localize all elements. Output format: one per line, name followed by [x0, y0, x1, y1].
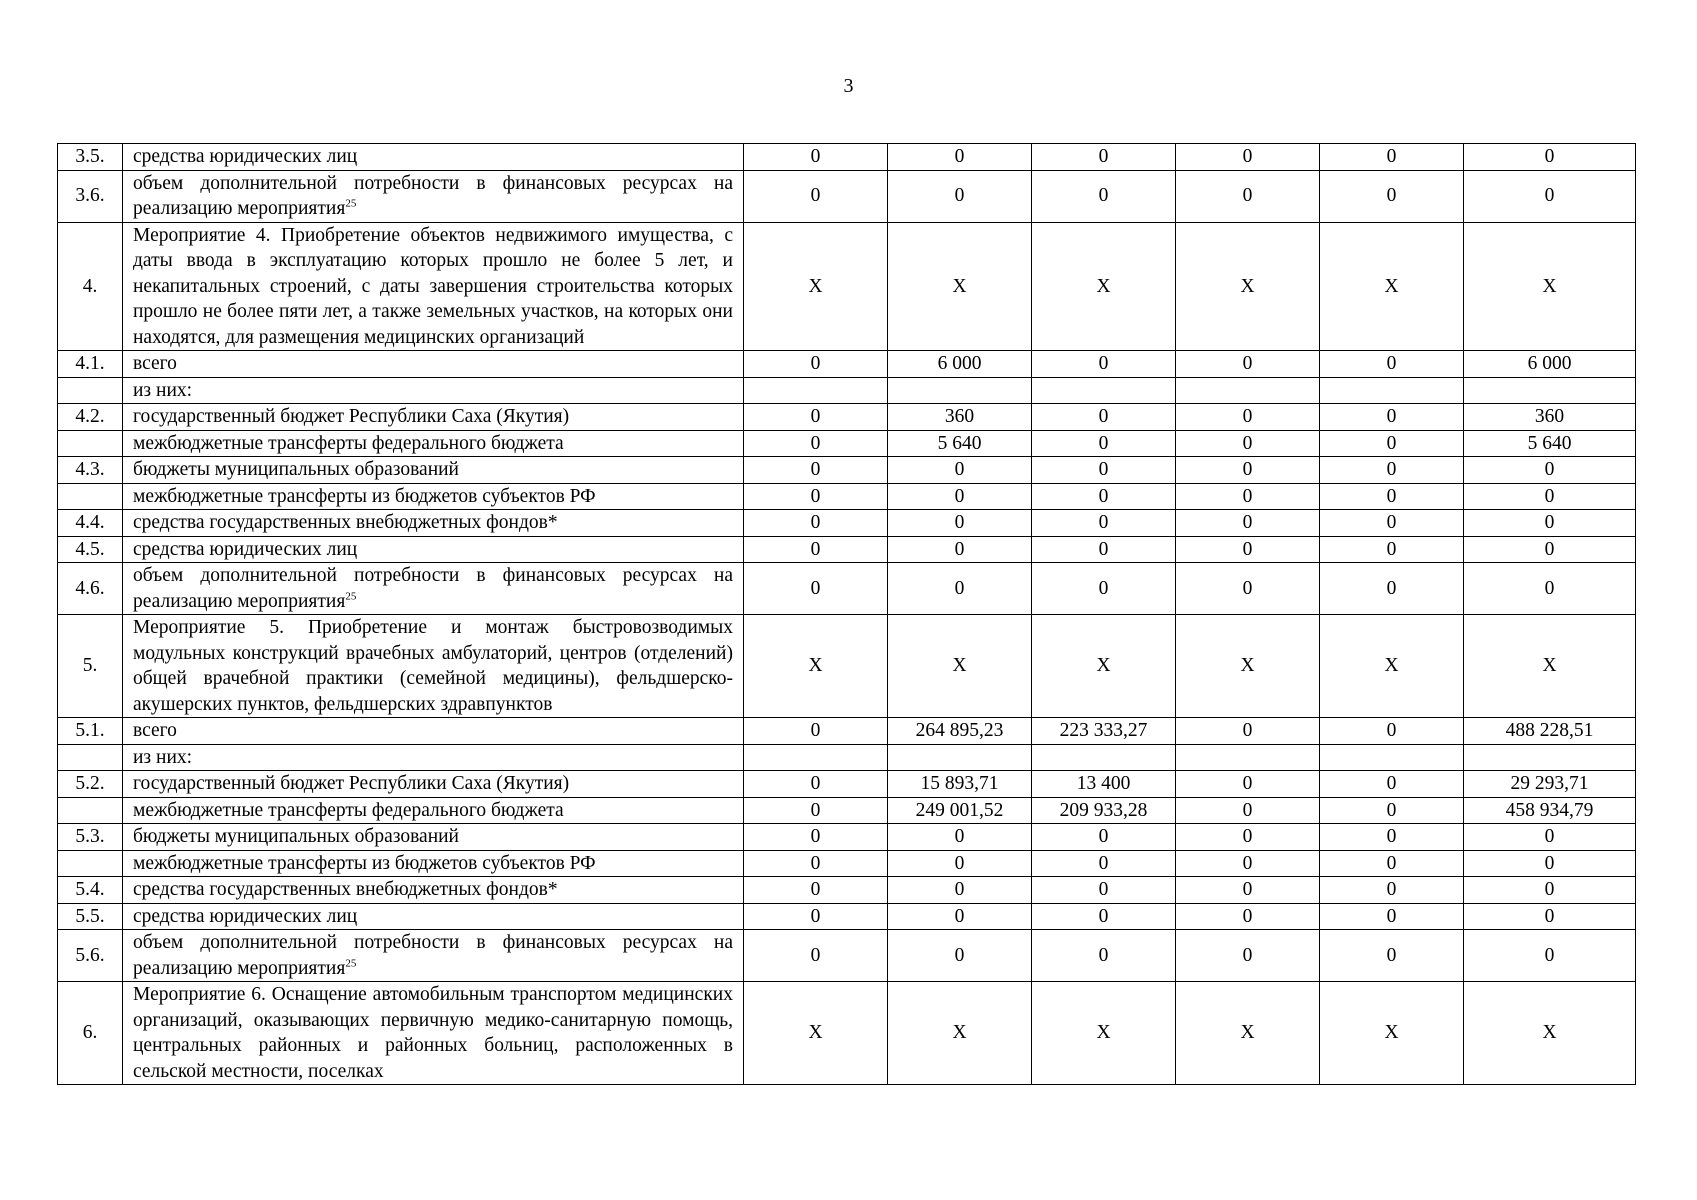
- value-cell: 0: [1320, 824, 1464, 851]
- value-cell: 0: [1320, 404, 1464, 431]
- value-cell: X: [744, 222, 888, 351]
- value-cell: 0: [888, 170, 1032, 222]
- row-name-text: средства юридических лиц: [133, 538, 358, 560]
- value-cell: 0: [1176, 850, 1320, 877]
- row-number: 5.1.: [58, 718, 123, 745]
- row-name-text: межбюджетные трансферты из бюджетов субъектов РФ: [133, 852, 596, 874]
- value-cell: 0: [1032, 903, 1176, 930]
- value-cell: 0: [1320, 457, 1464, 484]
- row-number: 4.2.: [58, 404, 123, 431]
- row-name-text: средства юридических лиц: [133, 905, 358, 927]
- value-cell: 0: [888, 536, 1032, 563]
- total-cell: 0: [1464, 170, 1636, 222]
- value-cell: 0: [744, 457, 888, 484]
- value-cell: [1032, 744, 1176, 771]
- row-name: [123, 824, 744, 851]
- row-number: [58, 430, 123, 457]
- table-row: [58, 771, 1636, 798]
- value-cell: 0: [1032, 404, 1176, 431]
- row-name-text: государственный бюджет Республики Саха (Якутия): [133, 773, 570, 794]
- row-number: [58, 797, 123, 824]
- row-name: [123, 404, 744, 431]
- value-cell: 0: [1032, 930, 1176, 982]
- row-number: 4.1.: [58, 351, 123, 378]
- value-cell: 0: [744, 144, 888, 171]
- value-cell: 0: [1032, 351, 1176, 378]
- row-name: [123, 930, 744, 982]
- value-cell: 0: [744, 877, 888, 904]
- row-name-text: межбюджетные трансферты из бюджетов субъектов РФ: [133, 485, 596, 507]
- table-row: [58, 850, 1636, 877]
- value-cell: 0: [1320, 771, 1464, 798]
- row-name: [123, 351, 744, 378]
- value-cell: 0: [1176, 903, 1320, 930]
- value-cell: 0: [1032, 563, 1176, 615]
- row-number: 4.: [58, 222, 123, 351]
- table-row: [58, 563, 1636, 615]
- value-cell: 0: [744, 797, 888, 824]
- value-cell: 0: [1320, 930, 1464, 982]
- value-cell: 0: [744, 170, 888, 222]
- value-cell: 0: [1176, 877, 1320, 904]
- footnote-marker: 25: [345, 197, 357, 210]
- value-cell: 0: [1320, 536, 1464, 563]
- value-cell: X: [1320, 982, 1464, 1085]
- row-name-text: всего: [133, 353, 177, 374]
- value-cell: 209 933,28: [1032, 797, 1176, 824]
- value-cell: 0: [888, 824, 1032, 851]
- table-row: [58, 718, 1636, 745]
- value-cell: 0: [1032, 536, 1176, 563]
- value-cell: X: [888, 615, 1032, 718]
- row-name: [123, 377, 744, 404]
- row-name: [123, 877, 744, 904]
- value-cell: 0: [1176, 930, 1320, 982]
- total-cell: X: [1464, 222, 1636, 351]
- row-name-text: государственный бюджет Республики Саха (Якутия): [133, 406, 570, 427]
- total-cell: 0: [1464, 563, 1636, 615]
- value-cell: 0: [1176, 404, 1320, 431]
- value-cell: [1032, 377, 1176, 404]
- value-cell: 15 893,71: [888, 771, 1032, 798]
- table-row: [58, 744, 1636, 771]
- value-cell: 13 400: [1032, 771, 1176, 798]
- row-name: [123, 510, 744, 537]
- value-cell: [744, 377, 888, 404]
- value-cell: X: [888, 982, 1032, 1085]
- row-name: [123, 718, 744, 745]
- table-row: [58, 170, 1636, 222]
- value-cell: 0: [744, 771, 888, 798]
- table-row: [58, 903, 1636, 930]
- value-cell: 0: [888, 850, 1032, 877]
- row-name: [123, 903, 744, 930]
- page-number: 3: [843, 75, 854, 97]
- value-cell: 0: [744, 718, 888, 745]
- row-number: 5.4.: [58, 877, 123, 904]
- row-number: [58, 377, 123, 404]
- value-cell: 0: [1032, 850, 1176, 877]
- value-cell: 0: [744, 483, 888, 510]
- row-name-text: объем дополнительной потребности в финансовых ресурсах на реализацию мероприятия: [133, 565, 733, 612]
- table-row: [58, 536, 1636, 563]
- row-number: 4.6.: [58, 563, 123, 615]
- table-row: [58, 982, 1636, 1085]
- row-name-text: из них:: [133, 379, 193, 401]
- value-cell: 0: [744, 404, 888, 431]
- value-cell: 0: [888, 457, 1032, 484]
- value-cell: X: [1032, 615, 1176, 718]
- total-cell: [1464, 744, 1636, 771]
- value-cell: [888, 744, 1032, 771]
- total-cell: 5 640: [1464, 430, 1636, 457]
- row-name-text: всего: [133, 720, 177, 741]
- value-cell: 0: [1320, 877, 1464, 904]
- table-row: [58, 930, 1636, 982]
- value-cell: 360: [888, 404, 1032, 431]
- value-cell: 0: [1320, 170, 1464, 222]
- value-cell: X: [1320, 222, 1464, 351]
- value-cell: 0: [1032, 483, 1176, 510]
- row-number: 4.5.: [58, 536, 123, 563]
- table-row: [58, 404, 1636, 431]
- row-number: 3.5.: [58, 144, 123, 171]
- table-row: [58, 824, 1636, 851]
- row-name-text: бюджеты муниципальных образований: [133, 826, 459, 847]
- value-cell: X: [1320, 615, 1464, 718]
- value-cell: 0: [1320, 850, 1464, 877]
- value-cell: X: [744, 982, 888, 1085]
- table-row: [58, 351, 1636, 378]
- value-cell: 0: [1320, 483, 1464, 510]
- row-name: [123, 563, 744, 615]
- value-cell: 0: [1032, 877, 1176, 904]
- table-row: [58, 615, 1636, 718]
- row-name: [123, 430, 744, 457]
- table-row: [58, 430, 1636, 457]
- row-name-text: бюджеты муниципальных образований: [133, 459, 459, 480]
- value-cell: 0: [1320, 718, 1464, 745]
- value-cell: 249 001,52: [888, 797, 1032, 824]
- row-name-text: Мероприятие 5. Приобретение и монтаж быстровозводимых модульных конструкций врачебных амбулаторий, центров (отделений) общей врачебной практики (семейной медицины), фельдшерско-акушерских пунктов, фельдшерских здравпунктов: [133, 617, 733, 715]
- total-cell: 6 000: [1464, 351, 1636, 378]
- value-cell: 0: [1320, 797, 1464, 824]
- row-name-text: средства юридических лиц: [133, 146, 358, 167]
- value-cell: [744, 744, 888, 771]
- row-number: 5.2.: [58, 771, 123, 798]
- table-row: [58, 457, 1636, 484]
- value-cell: [1320, 744, 1464, 771]
- row-number: [58, 744, 123, 771]
- total-cell: [1464, 377, 1636, 404]
- total-cell: 0: [1464, 483, 1636, 510]
- value-cell: 0: [1032, 824, 1176, 851]
- row-name: [123, 615, 744, 718]
- table-row: [58, 797, 1636, 824]
- value-cell: 0: [888, 903, 1032, 930]
- row-name: [123, 457, 744, 484]
- total-cell: 0: [1464, 850, 1636, 877]
- value-cell: 0: [1176, 457, 1320, 484]
- value-cell: 0: [1032, 457, 1176, 484]
- row-name-text: из них:: [133, 746, 193, 768]
- row-name-text: межбюджетные трансферты федерального бюджета: [133, 799, 564, 821]
- value-cell: 0: [888, 144, 1032, 171]
- value-cell: [1176, 377, 1320, 404]
- row-name: [123, 797, 744, 824]
- value-cell: X: [1176, 982, 1320, 1085]
- value-cell: X: [1176, 615, 1320, 718]
- row-name-text: Мероприятие 6. Оснащение автомобильным транспортом медицинских организаций, оказывающих первичную медико-санитарную помощь, центральных районных и районных больниц, расположенных в сельской местности, поселках: [133, 984, 733, 1082]
- value-cell: 0: [1032, 510, 1176, 537]
- table-row: [58, 510, 1636, 537]
- total-cell: 0: [1464, 930, 1636, 982]
- value-cell: 0: [1320, 144, 1464, 171]
- row-number: [58, 850, 123, 877]
- total-cell: 0: [1464, 824, 1636, 851]
- value-cell: [888, 377, 1032, 404]
- value-cell: 0: [1176, 144, 1320, 171]
- value-cell: X: [1032, 982, 1176, 1085]
- row-number: 5.6.: [58, 930, 123, 982]
- value-cell: 223 333,27: [1032, 718, 1176, 745]
- row-name: [123, 850, 744, 877]
- value-cell: 0: [1320, 430, 1464, 457]
- row-number: 4.4.: [58, 510, 123, 537]
- value-cell: 0: [1176, 563, 1320, 615]
- value-cell: 0: [744, 824, 888, 851]
- row-name-text: объем дополнительной потребности в финансовых ресурсах на реализацию мероприятия: [133, 172, 733, 219]
- value-cell: 6 000: [888, 351, 1032, 378]
- total-cell: 360: [1464, 404, 1636, 431]
- value-cell: 0: [744, 930, 888, 982]
- total-cell: 0: [1464, 457, 1636, 484]
- value-cell: 0: [888, 483, 1032, 510]
- value-cell: 0: [1320, 351, 1464, 378]
- value-cell: 0: [1176, 510, 1320, 537]
- value-cell: 0: [888, 510, 1032, 537]
- total-cell: 0: [1464, 903, 1636, 930]
- row-name-text: объем дополнительной потребности в финансовых ресурсах на реализацию мероприятия: [133, 932, 733, 979]
- value-cell: 0: [1176, 430, 1320, 457]
- value-cell: 264 895,23: [888, 718, 1032, 745]
- value-cell: 0: [744, 563, 888, 615]
- total-cell: 488 228,51: [1464, 718, 1636, 745]
- row-name: [123, 222, 744, 351]
- table-row: [58, 483, 1636, 510]
- value-cell: 0: [1176, 170, 1320, 222]
- value-cell: X: [1032, 222, 1176, 351]
- value-cell: 0: [1320, 563, 1464, 615]
- row-number: 4.3.: [58, 457, 123, 484]
- row-number: [58, 483, 123, 510]
- value-cell: 0: [1176, 536, 1320, 563]
- value-cell: [1320, 377, 1464, 404]
- footnote-marker: 25: [345, 957, 357, 969]
- row-name: [123, 982, 744, 1085]
- total-cell: 0: [1464, 510, 1636, 537]
- value-cell: 0: [1176, 824, 1320, 851]
- row-name: [123, 170, 744, 222]
- value-cell: 0: [888, 877, 1032, 904]
- row-name-text: средства государственных внебюджетных фондов*: [133, 512, 558, 533]
- budget-table: [57, 143, 1636, 1085]
- total-cell: 0: [1464, 536, 1636, 563]
- value-cell: 0: [744, 510, 888, 537]
- row-name: [123, 744, 744, 771]
- table-row: [58, 222, 1636, 351]
- row-number: 5.3.: [58, 824, 123, 851]
- value-cell: X: [744, 615, 888, 718]
- value-cell: 0: [744, 351, 888, 378]
- value-cell: 0: [1176, 797, 1320, 824]
- row-name-text: средства государственных внебюджетных фондов*: [133, 879, 558, 900]
- row-name: [123, 771, 744, 798]
- total-cell: 458 934,79: [1464, 797, 1636, 824]
- value-cell: X: [888, 222, 1032, 351]
- value-cell: 0: [1176, 483, 1320, 510]
- total-cell: X: [1464, 615, 1636, 718]
- total-cell: 0: [1464, 144, 1636, 171]
- value-cell: 0: [744, 850, 888, 877]
- value-cell: 0: [1176, 351, 1320, 378]
- value-cell: 0: [744, 430, 888, 457]
- value-cell: 0: [888, 563, 1032, 615]
- value-cell: 0: [1176, 771, 1320, 798]
- value-cell: 0: [888, 930, 1032, 982]
- value-cell: X: [1176, 222, 1320, 351]
- total-cell: 0: [1464, 877, 1636, 904]
- table-row: [58, 144, 1636, 171]
- row-name: [123, 483, 744, 510]
- total-cell: 29 293,71: [1464, 771, 1636, 798]
- value-cell: 0: [1032, 170, 1176, 222]
- value-cell: 0: [1320, 510, 1464, 537]
- row-number: 5.: [58, 615, 123, 718]
- row-name-text: межбюджетные трансферты федерального бюджета: [133, 432, 564, 454]
- value-cell: 0: [744, 536, 888, 563]
- total-cell: X: [1464, 982, 1636, 1085]
- row-name-text: Мероприятие 4. Приобретение объектов недвижимого имущества, с даты ввода в эксплуатацию которых прошло не более 5 лет, и некапитальных строений, с даты завершения строительства которых прошло не более пяти лет, а также земельных участков, на которых они находятся, для размещения медицинских организаций: [133, 224, 733, 348]
- value-cell: 5 640: [888, 430, 1032, 457]
- value-cell: 0: [1032, 430, 1176, 457]
- row-number: 5.5.: [58, 903, 123, 930]
- row-name: [123, 536, 744, 563]
- row-number: 6.: [58, 982, 123, 1085]
- value-cell: 0: [1320, 903, 1464, 930]
- value-cell: 0: [1032, 144, 1176, 171]
- footnote-marker: 25: [345, 590, 357, 602]
- value-cell: 0: [744, 903, 888, 930]
- table-row: [58, 877, 1636, 904]
- row-name: [123, 144, 744, 171]
- value-cell: [1176, 744, 1320, 771]
- row-number: 3.6.: [58, 170, 123, 222]
- table-row: [58, 377, 1636, 404]
- value-cell: 0: [1176, 718, 1320, 745]
